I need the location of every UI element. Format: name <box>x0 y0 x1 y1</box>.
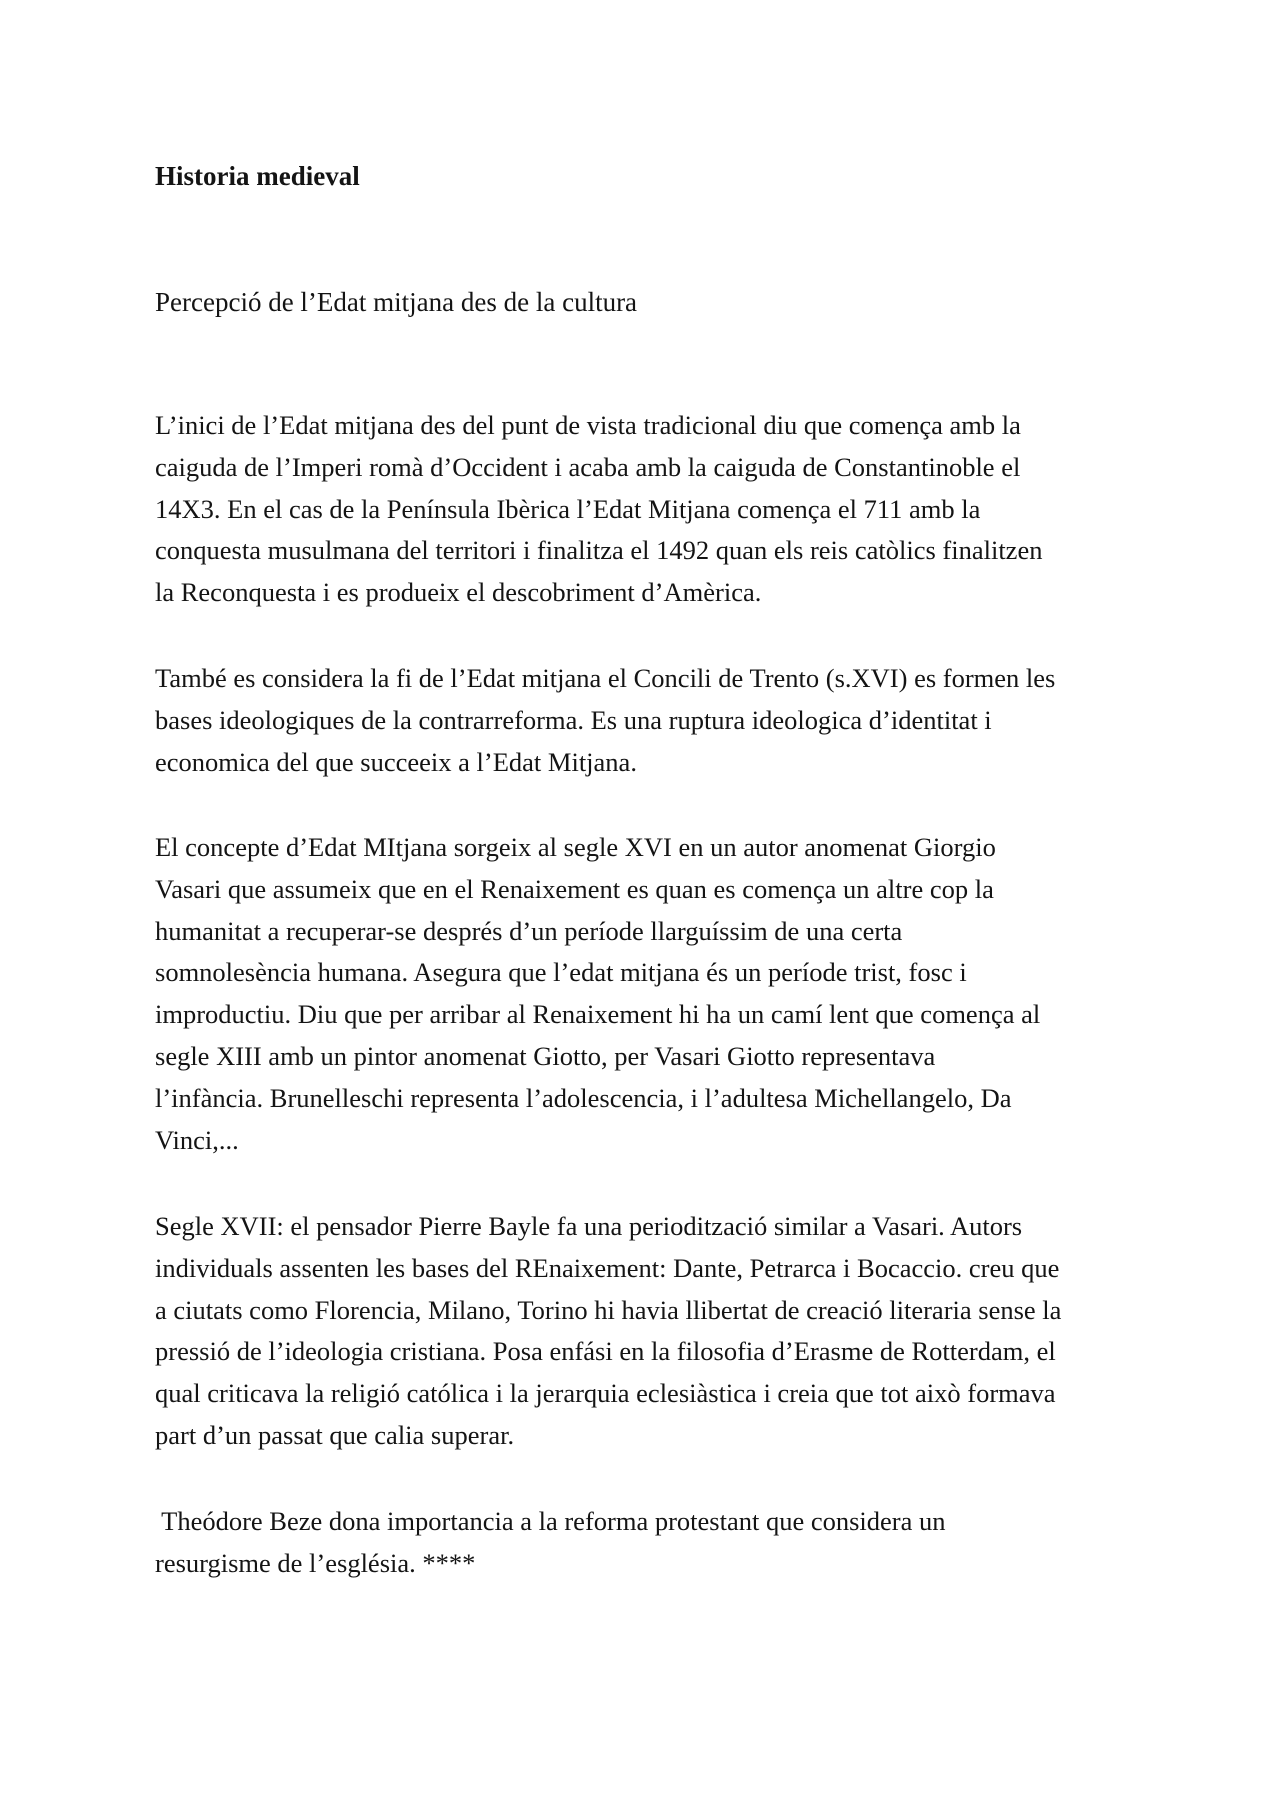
paragraph-line: resurgisme de l’església. **** <box>155 1547 476 1578</box>
paragraph-line: a ciutats como Florencia, Milano, Torino hi havia llibertat de creació literaria sense la <box>155 1294 1062 1325</box>
paragraph-vasari <box>155 827 1040 1161</box>
paragraph-line: L’inici de l’Edat mitjana des del punt de vista tradicional diu que comença amb la <box>155 410 1021 440</box>
paragraph-pierre-bayle <box>155 1206 1061 1457</box>
paragraph-line: improductiu. Diu que per arribar al Renaixement hi ha un camí lent que comença al <box>155 999 1041 1030</box>
paragraph-line: l’infància. Brunelleschi representa l’adolescencia, i l’adultesa Michellangelo, Da <box>155 1082 1012 1113</box>
paragraph-line: Vinci,... <box>155 1124 239 1155</box>
paragraph-line: També es considera la fi de l’Edat mitjana el Concili de Trento (s.XVI) es formen les <box>155 663 1056 693</box>
paragraph-council-of-trent <box>155 658 1055 783</box>
paragraph-line: Theódore Beze dona importancia a la reforma protestant que considera un <box>155 1506 946 1536</box>
paragraph-line: El concepte d’Edat MItjana sorgeix al segle XVI en un autor anomenat Giorgio <box>155 832 996 862</box>
paragraph-line: Segle XVII: el pensador Pierre Bayle fa una periodització similar a Vasari. Autors <box>155 1211 1023 1241</box>
paragraph-line: la Reconquesta i es produeix el descobriment d’Amèrica. <box>155 577 762 608</box>
paragraph-line: pressió de l’ideologia cristiana. Posa enfási en la filosofia d’Erasme de Rotterdam, el <box>155 1336 1056 1367</box>
document-subtitle: Percepció de l’Edat mitjana des de la cultura <box>155 287 638 317</box>
paragraph-traditional-view <box>155 405 1042 614</box>
paragraph-line: somnolesència humana. Asegura que l’edat mitjana és un període trist, fosc i <box>155 957 967 988</box>
paragraph-line: humanitat a recuperar-se després d’un període llarguíssim de una certa <box>155 915 903 946</box>
document-title: Historia medieval <box>155 161 360 191</box>
paragraph-line: individuals assenten les bases del REnaixement: Dante, Petrarca i Bocaccio. creu que <box>155 1252 1060 1283</box>
paragraph-line: 14X3. En el cas de la Península Ibèrica l’Edat Mitjana comença el 711 amb la <box>155 493 981 524</box>
paragraph-theodore-beze <box>155 1501 946 1585</box>
paragraph-line: segle XIII amb un pintor anomenat Giotto, per Vasari Giotto representava <box>155 1040 936 1071</box>
paragraph-line: caiguda de l’Imperi romà d’Occident i acaba amb la caiguda de Constantinoble el <box>155 451 1021 482</box>
paragraph-line: Vasari que assumeix que en el Renaixement es quan es comença un altre cop la <box>155 873 994 904</box>
paragraph-line: part d’un passat que calia superar. <box>155 1419 515 1450</box>
paragraph-line: qual criticava la religió católica i la jerarquia eclesiàstica i creia que tot això formava <box>155 1378 1056 1409</box>
paragraph-line: bases ideologiques de la contrarreforma. Es una ruptura ideologica d’identitat i <box>155 704 992 735</box>
paragraph-line: economica del que succeeix a l’Edat Mitjana. <box>155 746 637 777</box>
paragraph-line: conquesta musulmana del territori i finalitza el 1492 quan els reis catòlics finalitzen <box>155 535 1043 566</box>
